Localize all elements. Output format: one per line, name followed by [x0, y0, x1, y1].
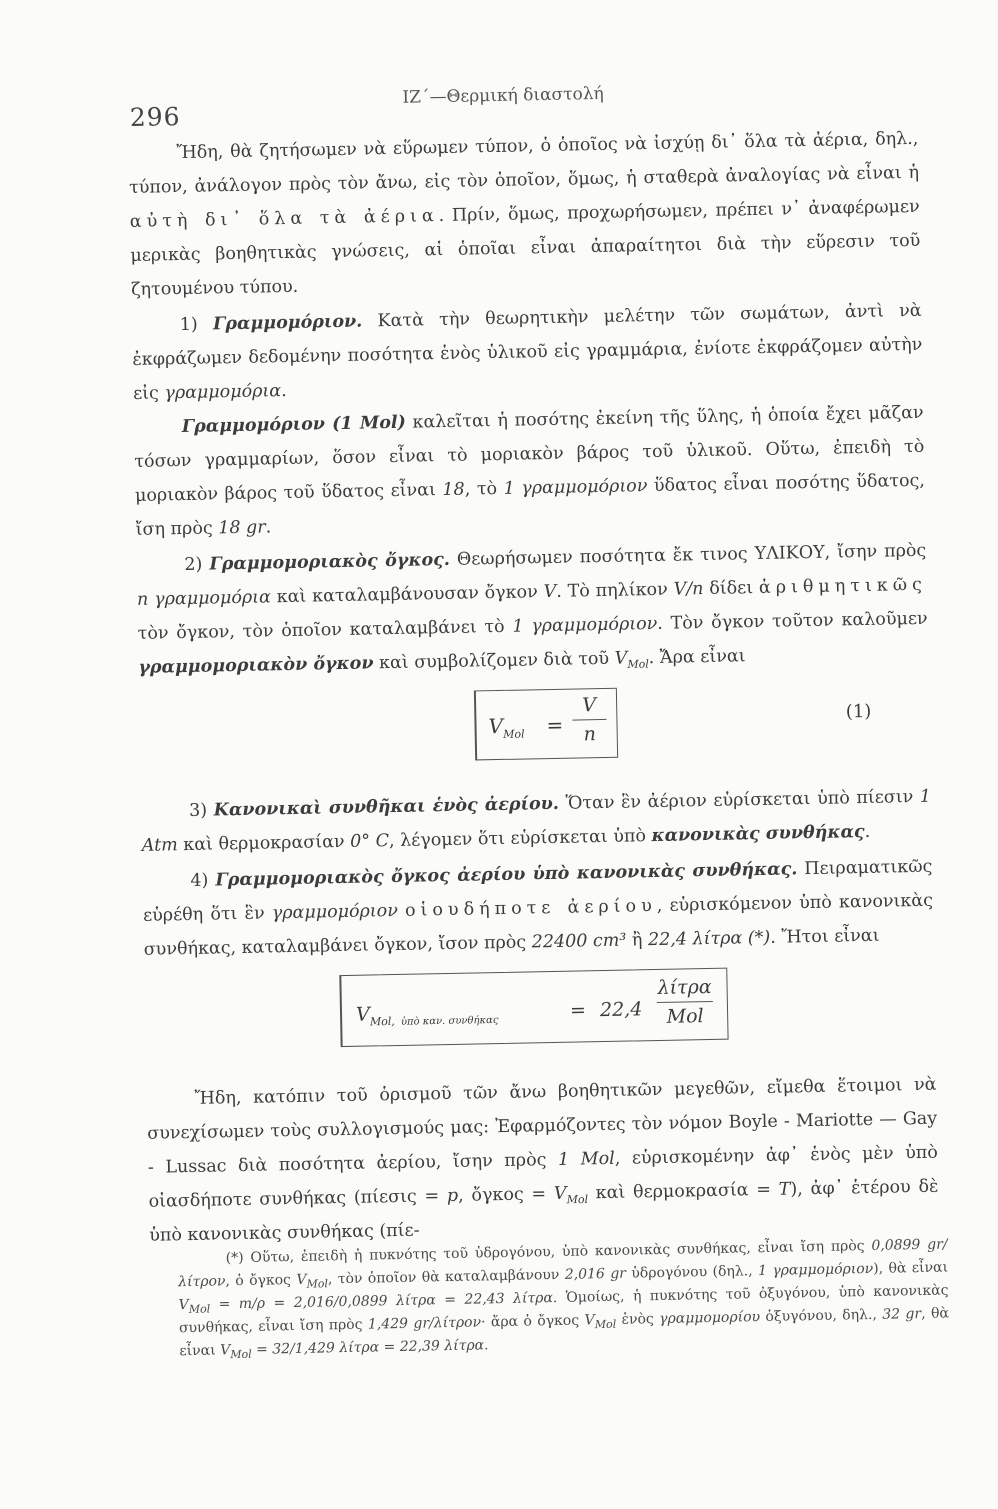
fraction: V n	[572, 691, 607, 749]
section-4-paragraph: 4) Γραμμομοριακὸς ὄγκος ἀερίου ὑπὸ κανονικὰς συνθήκας. Πειραματικῶς εὑρέθη ὅτι ἓν γραμμομόριον οἱουδήποτε ἀερίου, εὑρισκόμενον ὑπὸ κανονικὰς συνθήκας, καταλαμβάνει ὄγκον, ἴσον πρὸς 22400 cm³ ἢ 22,4 λίτρα (*). Ἤτοι εἶναι	[142, 856, 934, 960]
formula-2	[144, 958, 936, 1069]
molar-volume-term: γραμμομοριακὸν ὄγκον	[138, 653, 374, 678]
section-4-heading: Γραμμομοριακὸς ὄγκος ἀερίου ὑπὸ κανονικὰς συνθήκας.	[215, 859, 798, 891]
equals-sign: =	[546, 712, 564, 738]
section-3-heading: Κανονικαὶ συνθῆκαι ἑνὸς ἀερίου.	[213, 793, 560, 821]
equals-sign: =	[569, 999, 587, 1022]
mol-definition-paragraph: Γραμμομόριον (1 Mol) καλεῖται ἡ ποσότης ἐκείνη τῆς ὕλης, ἡ ὁποία ἔχει μᾶζαν τόσων γραμμαρίων, ὅσον εἶναι τὸ μοριακὸν βάρος τοῦ ὑλικοῦ. Οὕτω, ἐπειδὴ τὸ μοριακὸν βάρος τοῦ ὕδατος εἶναι 18, τὸ 1 γραμμομόριον ὕδατος εἶναι ποσότης ὕδατος, ἴση πρὸς 18 gr.	[134, 402, 926, 540]
formula-1-lhs: $V_{Mol}$	[488, 713, 525, 741]
spaced-emphasis: αὐτὴ δι᾿ ὅλα τὰ ἀέρια	[129, 206, 439, 232]
page-number: 296	[129, 102, 181, 132]
normal-conditions-term: κανονικὰς συνθήκας	[651, 821, 865, 847]
running-head: ΙΖ΄—Θερμική διαστολή	[402, 83, 604, 108]
mol-definition-heading: Γραμμομόριον (1 Mol)	[181, 412, 407, 438]
spaced-emphasis: ἀριθμητικῶς	[758, 574, 928, 598]
section-2-heading: Γραμμομοριακὸς ὄγκος.	[209, 549, 451, 575]
formula-1	[139, 674, 931, 785]
footnote-paragraph: (*) Οὕτω, ἐπειδὴ ἡ πυκνότης τοῦ ὑδρογόνου, ὑπὸ κανονικὰς συνθήκας, εἶναι ἴση πρὸς 0,0899 gr/λίτρον, ὁ ὄγκος $V_{Mol}$, τὸν ὁποῖον θὰ καταλαμβάνουν 2,016 gr ὑδρογόνου (δηλ., 1 γραμμομόριον), θὰ εἶναι $V_{Mol} = m/\rho = 2,016/0,0899$ λίτρα = 22,43 λίτρα. Ὁμοίως, ἡ πυκνότης τοῦ ὀξυγόνου, ὑπὸ κανονικὰς συνθήκας, εἶναι ἴση πρὸς 1,429 gr/λίτρον· ἄρα ὁ ὄγκος $V_{Mol}$ ἑνὸς γραμμομορίου ὀξυγόνου, δηλ., 32 gr, θὰ εἶναι $V_{Mol} = 32/1,429$ λίτρα = 22,39 λίτρα.	[178, 1236, 950, 1362]
formula-2-value: 22,4	[599, 998, 643, 1022]
intro-paragraph: Ἤδη, θὰ ζητήσωμεν νὰ εὕρωμεν τύπον, ὁ ὁποῖος νὰ ἰσχύῃ δι᾿ ὅλα τὰ ἀέρια, δηλ., τύπον, ἀνάλογον πρὸς τὸν ἄνω, εἰς τὸν ὁποῖον, ὅμως, ἡ σταθερὰ ἀναλογίας νὰ εἶναι ἡ αὐτὴ δι᾿ ὅλα τὰ ἀέρια. Πρίν, ὅμως, προχωρήσωμεν, πρέπει ν᾿ ἀναφέρωμεν μερικὰς βοηθητικὰς γνώσεις, αἱ ὁποῖαι εἶναι ἀπαραίτητοι διὰ τὴν εὕρεσιν τοῦ ζητουμένου τύπου.	[128, 128, 921, 300]
spaced-emphasis: οἱουδήποτε ἀερίου	[404, 896, 657, 921]
body-text	[128, 122, 939, 1253]
footnote-mark: (*)	[225, 1249, 244, 1267]
section-1-heading: Γραμμομόριον.	[212, 311, 363, 335]
formula-1-box	[474, 688, 618, 761]
section-3-paragraph: 3) Κανονικαὶ συνθῆκαι ἑνὸς ἀερίου. Ὅταν ἓν ἀέριον εὑρίσκεται ὑπὸ πίεσιν 1 Atm καὶ θερμοκρασίαν 0° C, λέγομεν ὅτι εὑρίσκεται ὑπὸ κανονικὰς συνθήκας.	[141, 786, 932, 856]
equation-number: (1)	[845, 700, 872, 723]
footnote	[178, 1233, 950, 1363]
closing-paragraph: Ἤδη, κατόπιν τοῦ ὁρισμοῦ τῶν ἄνω βοηθητικῶν μεγεθῶν, εἴμεθα ἕτοιμοι νὰ συνεχίσωμεν τοὺς συλλογισμούς μας: Ἐφαρμόζοντες τὸν νόμον Boyle - Mariotte — Gay - Lussac διὰ ποσότητα ἀερίου, ἴσην πρὸς 1 Mol, εὑρισκομένην ἀφ᾿ ἑνὸς μὲν ὑπὸ οἱασδήποτε συνθήκας (πίεσις = p, ὄγκος = $V_{Mol}$ καὶ θερμοκρασία = T), ἀφ᾿ ἑτέρου δὲ ὑπὸ κανονικὰς συνθήκας (πίε-	[147, 1074, 939, 1246]
section-2-paragraph: 2) Γραμμομοριακὸς ὄγκος. Θεωρήσωμεν ποσότητα ἔκ τινος ΥΛΙΚΟΥ, ἴσην πρὸς n γραμμομόρια καὶ καταλαμβάνουσαν ὄγκον V. Τὸ πηλίκον V/n δίδει ἀριθμητικῶς τὸν ὄγκον, τὸν ὁποῖον καταλαμβάνει τὸ 1 γραμμομόριον. Τὸν ὄγκον τοῦτον καλοῦμεν γραμμομοριακὸν ὄγκον καὶ συμβολίζομεν διὰ τοῦ $V_{Mol}$. Ἄρα εἶναι	[136, 540, 928, 678]
fraction: λίτρα Mol	[657, 975, 712, 1029]
formula-2-box	[339, 968, 728, 1047]
section-1-paragraph: 1) Γραμμομόριον. Κατὰ τὴν θεωρητικὴν μελέτην τῶν σωμάτων, ἀντὶ νὰ ἐκφράζωμεν δεδομένην ποσότητα ἑνὸς ὑλικοῦ εἰς γραμμάρια, ἐνίοτε ἐκφράζομεν αὐτὴν εἰς γραμμομόρια.	[132, 300, 923, 404]
formula-2-lhs: $V_{Mol,}$ $_{ὑ\pi ὸ \kappa\alpha\nu. \sigma\upsilon\nu\theta ή\kappa\alpha\varsigma}$	[355, 1003, 499, 1029]
